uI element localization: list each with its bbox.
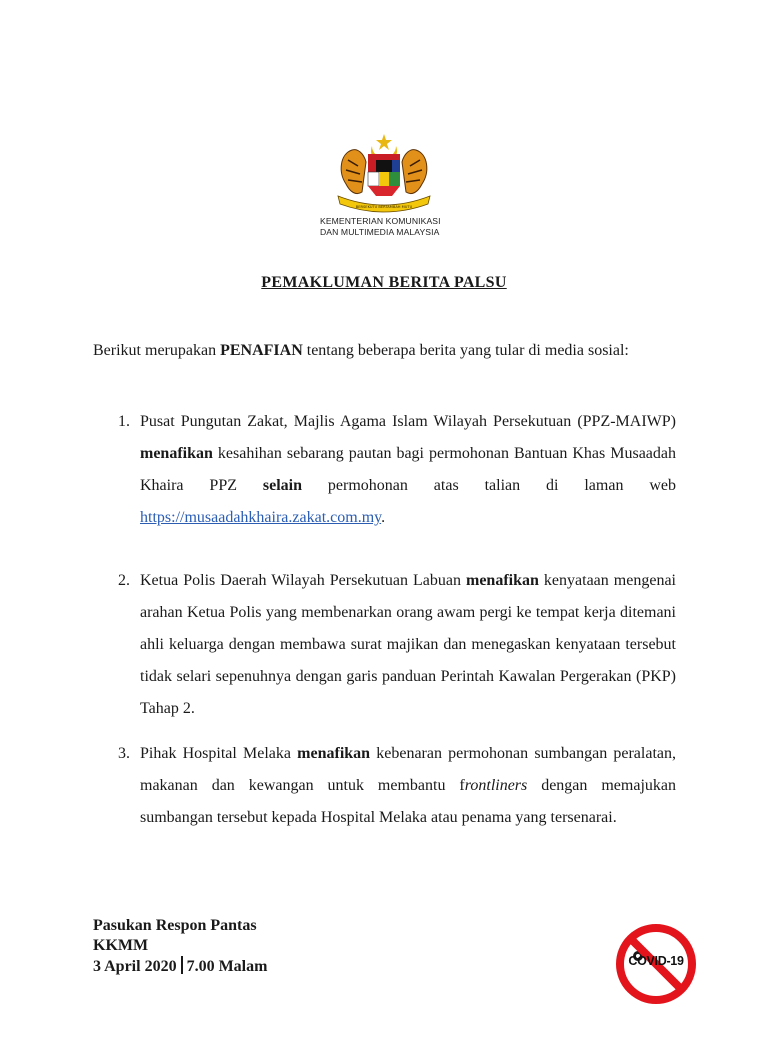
- ministry-line-1: KEMENTERIAN KOMUNIKASI: [320, 216, 441, 226]
- list-item-text: [140, 406, 676, 534]
- signature-block: [93, 916, 267, 977]
- date: 3 April 2020: [93, 958, 177, 975]
- zakat-website-link[interactable]: https://musaadahkhaira.zakat.com.my: [140, 509, 382, 526]
- item-bold: menafikan: [466, 572, 539, 589]
- item-italic: rontliners: [464, 777, 528, 794]
- item-text: dengan memajukan sumbangan tersebut kepada Hospital Melaka atau penama yang tersenarai.: [140, 777, 676, 826]
- item-text: Pihak Hospital Melaka: [140, 745, 298, 762]
- intro-text-end: tentang beberapa berita yang tular di media sosial:: [302, 342, 629, 359]
- item-bold: menafikan: [297, 745, 371, 762]
- intro-text-start: Berikut merupakan: [93, 342, 221, 359]
- covid-label: COVID-19: [628, 954, 684, 968]
- list-item-text: [140, 565, 676, 725]
- malaysia-coat-of-arms-icon: [332, 132, 436, 218]
- date-time: [93, 956, 267, 977]
- item-text: kebenaran permohonan sumbangan peralatan, makanan dan kewangan untuk membantu f: [140, 745, 676, 794]
- item-bold: selain: [262, 477, 303, 494]
- item-text: kenyataan mengenai arahan Ketua Polis yang membenarkan orang awam pergi ke tempat kerja ditemani ahli keluarga dengan membawa surat majikan dan menegaskan kenyataan tersebut tidak selari sepenuhnya dengan garis panduan Perintah Kawalan Pergerakan (PKP) Tahap 2.: [140, 572, 676, 717]
- list-item-number: 1.: [118, 413, 130, 430]
- item-text: Pusat Pungutan Zakat, Majlis Agama Islam Wilayah Persekutuan (PPZ-MAIWP): [140, 413, 676, 430]
- ministry-line-2: DAN MULTIMEDIA MALAYSIA: [320, 227, 440, 237]
- item-text: .: [381, 509, 386, 526]
- organization: KKMM: [93, 937, 149, 954]
- item-bold: menafikan: [140, 445, 213, 462]
- team-name: Pasukan Respon Pantas: [93, 917, 257, 934]
- crest-motto: BERSEKUTU BERTAMBAH MUTU: [355, 205, 413, 209]
- item-text: kesahihan sebarang pautan bagi permohonan Bantuan Khas Musaadah Khaira PPZ: [140, 445, 676, 494]
- intro-paragraph: [93, 337, 675, 365]
- item-text: Ketua Polis Daerah Wilayah Persekutuan Labuan: [140, 572, 466, 589]
- list-item-number: 2.: [118, 572, 130, 589]
- item-text: permohonan atas talian di laman web: [302, 477, 676, 494]
- separator: [181, 956, 183, 974]
- ministry-name: [320, 216, 460, 238]
- time: 7.00 Malam: [186, 958, 268, 975]
- page-title: PEMAKLUMAN BERITA PALSU: [261, 274, 507, 291]
- list-item-number: 3.: [118, 745, 130, 762]
- list-item-text: [140, 738, 676, 834]
- intro-bold: PENAFIAN: [220, 342, 303, 359]
